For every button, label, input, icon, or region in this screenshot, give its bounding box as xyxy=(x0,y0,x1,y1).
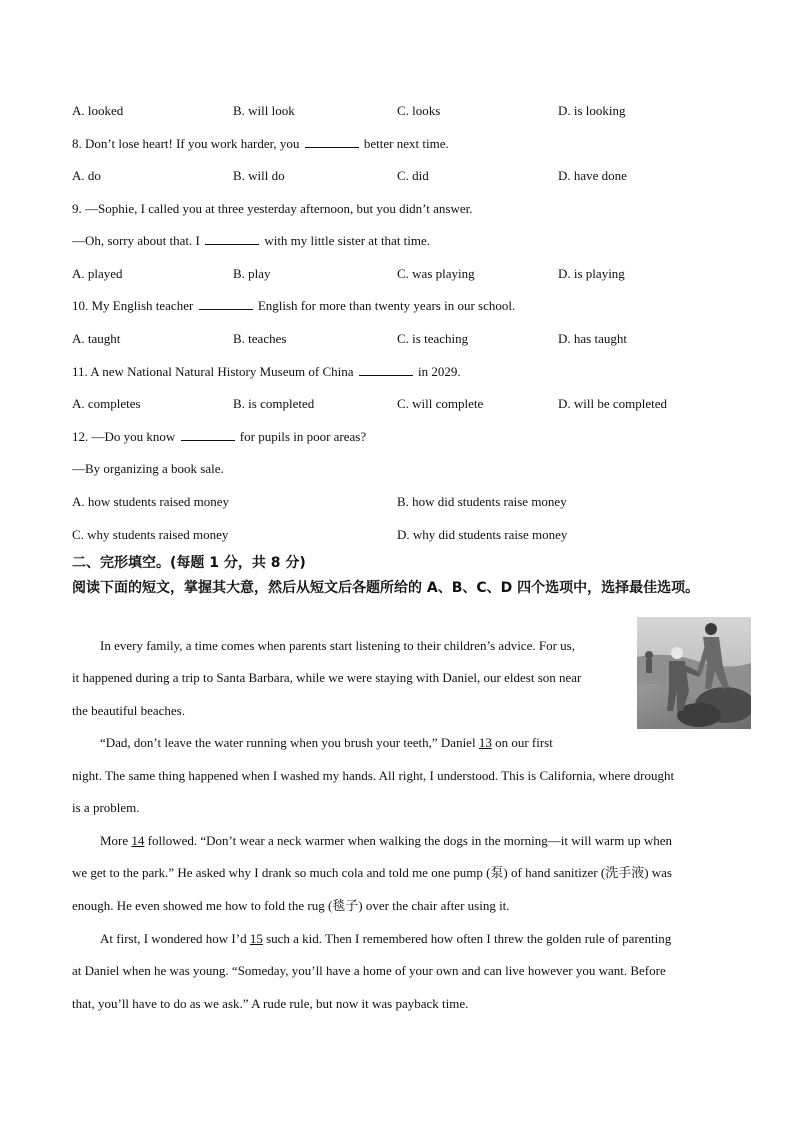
q10-option-c: C. is teaching xyxy=(397,331,469,346)
q8-stem-after: better next time. xyxy=(363,136,449,151)
passage-p1-line2: it happened during a trip to Santa Barbara, while we were staying with Daniel, our eldest son near xyxy=(72,670,582,685)
passage-p2-line2: night. The same thing happened when I washed my hands. All right, I understood. This is California, where drought xyxy=(72,768,675,783)
q11-blank xyxy=(359,364,413,376)
q9-line2-before: —Oh, sorry about that. I xyxy=(72,233,200,248)
q10-stem-after: English for more than twenty years in our school. xyxy=(257,298,516,313)
q9-option-b: B. play xyxy=(233,266,271,281)
q9-option-c: C. was playing xyxy=(397,266,475,281)
q11-stem-after: in 2029. xyxy=(418,364,461,379)
q9-stem-line2 xyxy=(72,233,430,249)
q11-option-b: B. is completed xyxy=(233,396,315,411)
passage-p2-line1 xyxy=(100,735,553,751)
q7-option-c: C. looks xyxy=(397,103,441,118)
q9-stem-line1: 9. —Sophie, I called you at three yesterday afternoon, but you didn’t answer. xyxy=(72,201,473,216)
q7-option-d: D. is looking xyxy=(558,103,626,118)
q11-stem xyxy=(72,364,461,380)
passage-p2-line3: is a problem. xyxy=(72,800,140,815)
passage-p4-line2: at Daniel when he was young. “Someday, you’ll have a home of your own and can live however you want. Before xyxy=(72,963,666,978)
passage-p2-text-a: “Dad, don’t leave the water running when you brush your teeth,” Daniel xyxy=(100,735,476,750)
q8-blank xyxy=(305,136,359,148)
q12-option-a: A. how students raised money xyxy=(72,494,230,509)
q7-option-b: B. will look xyxy=(233,103,295,118)
q11-option-d: D. will be completed xyxy=(558,396,668,411)
q12-option-c: C. why students raised money xyxy=(72,527,229,542)
passage-p3-text-a: More xyxy=(100,833,129,848)
q12-answer-line: —By organizing a book sale. xyxy=(72,461,224,476)
q9-blank xyxy=(205,233,259,245)
q9-line2-after: with my little sister at that time. xyxy=(264,233,431,248)
q9-option-d: D. is playing xyxy=(558,266,625,281)
passage-p3-line2: we get to the park.” He asked why I drank so much cola and told me one pump (泵) of hand sanitizer (洗手液) was xyxy=(72,865,672,880)
q8-stem-before: 8. Don’t lose heart! If you work harder, you xyxy=(72,136,300,151)
q10-option-a: A. taught xyxy=(72,331,121,346)
section-title: 二、完形填空。(每题 1 分，共 8 分) xyxy=(72,555,306,571)
q12-stem-before: 12. —Do you know xyxy=(72,429,176,444)
q11-stem-before: 11. A new National Natural History Museum of China xyxy=(72,364,354,379)
q8-option-d: D. have done xyxy=(558,168,627,183)
q12-blank xyxy=(181,429,235,441)
passage-p1-line3: the beautiful beaches. xyxy=(72,703,185,718)
q10-stem-before: 10. My English teacher xyxy=(72,298,194,313)
q8-option-c: C. did xyxy=(397,168,429,183)
q11-option-a: A. completes xyxy=(72,396,141,411)
q10-blank xyxy=(199,298,253,310)
q12-option-d: D. why did students raise money xyxy=(397,527,568,542)
passage-p4-text-b: such a kid. Then I remembered how often I threw the golden rule of parenting xyxy=(266,931,672,946)
blank-number-15: 15 xyxy=(249,931,263,946)
passage-p3-text-b: followed. “Don’t wear a neck warmer when walking the dogs in the morning—it will warm up when xyxy=(147,833,672,848)
passage-p3-line3: enough. He even showed me how to fold the rug (毯子) over the chair after using it. xyxy=(72,898,510,913)
q12-stem xyxy=(72,429,366,445)
passage-p4-line1 xyxy=(100,931,671,947)
q12-option-b: B. how did students raise money xyxy=(397,494,567,509)
passage-p2-text-b: on our first xyxy=(495,735,553,750)
passage-p1-line1: In every family, a time comes when parents start listening to their children’s advice. For us, xyxy=(100,638,575,653)
q12-stem-after: for pupils in poor areas? xyxy=(239,429,367,444)
blank-number-14: 14 xyxy=(131,833,145,848)
q10-option-d: D. has taught xyxy=(558,331,627,346)
passage-p4-line3: that, you’ll have to do as we ask.” A rude rule, but now it was payback time. xyxy=(72,996,469,1011)
section-instruction: 阅读下面的短文，掌握其大意，然后从短文后各题所给的 A、B、C、D 四个选项中，选择最佳选项。 xyxy=(72,580,700,596)
q7-option-a: A. looked xyxy=(72,103,124,118)
passage-p3-line1 xyxy=(100,833,672,849)
q8-option-b: B. will do xyxy=(233,168,285,183)
q9-option-a: A. played xyxy=(72,266,123,281)
passage-p4-text-a: At first, I wondered how I’d xyxy=(100,931,247,946)
q8-stem xyxy=(72,136,449,152)
beach-photo xyxy=(637,617,751,729)
q8-option-a: A. do xyxy=(72,168,101,183)
blank-number-13: 13 xyxy=(478,735,492,750)
q10-option-b: B. teaches xyxy=(233,331,287,346)
q11-option-c: C. will complete xyxy=(397,396,484,411)
q10-stem xyxy=(72,298,515,314)
